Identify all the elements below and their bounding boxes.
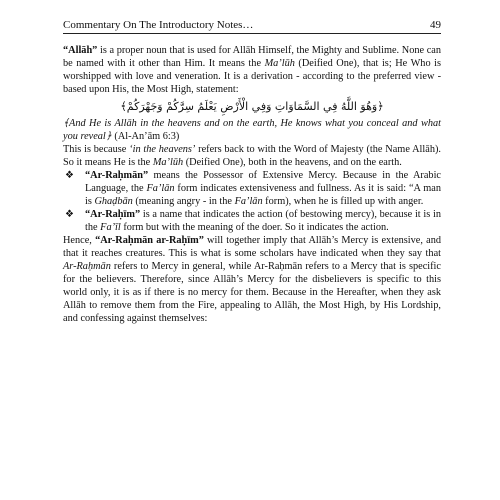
bullet-item-ar-rahman: ❖ “Ar-Raḥmān” means the Possessor of Extensive Mercy. Because in the Arabic Language, the Fa’lān form indicates extensiveness and fullness. As it is said: “A man is Ghaḍbān (meaning angry - in the Fa’lān form), when he is filled up with anger.	[65, 170, 441, 207]
bullet-icon: ❖	[65, 209, 74, 220]
page-body	[63, 44, 441, 325]
paragraph-hence: Hence, “Ar-Raḥmān ar-Raḥīm” will together imply that Allāh’s Mercy is extensive, and that it reaches creatures. This is what is some scholars have indicated when they say that Ar-Raḥmān refers to Mercy in general, while Ar-Raḥmān refers to a Mercy that is specific for the believers. Therefore, since Allāh’s Mercy for the disbelievers is specific to this world only, it is as if there is no mercy for them. Because in the Hereafter, when they ask Allāh to remove them from the Fire, appealing to Allāh, the Most High, by His Lordship, and confessing against themselves:	[63, 235, 441, 324]
term-ar-rahman: “Ar-Raḥmān”	[85, 170, 149, 181]
term-ar-rahim: “Ar-Raḥīm”	[85, 209, 141, 220]
paragraph-heavens: This is because ‘in the heavens’ refers back to with the Word of Majesty (the Name Allāh). So it means He is the Ma’lūh (Deified One), both in the heavens, and on the earth.	[63, 144, 441, 168]
term-allah: “Allāh”	[63, 45, 98, 56]
paragraph-allah: “Allāh” is a proper noun that is used for Allāh Himself, the Mighty and Sublime. None can be named with it other than Him. It means the Ma’lūh (Deified One), that is; He Who is worshipped with love and veneration. It is a derivation - according to the preferred view - based upon His, the Most High, statement:	[63, 45, 442, 95]
bullet-item-ar-rahim: ❖ “Ar-Raḥīm” is a name that indicates the action (of bestowing mercy), because it is in the Fa’īl form but with the meaning of the doer. So it indicates the action.	[65, 209, 441, 233]
term-ar-rahman-ar-rahim: “Ar-Raḥmān ar-Raḥīm”	[95, 235, 204, 246]
header-title: Commentary On The Introductory Notes…	[63, 19, 254, 31]
arabic-verse: ﴿وَهُوَ اللَّهُ فِي السَّمَاوَاتِ وَفِي الْأَرْضِ يَعْلَمُ سِرَّكُمْ وَجَهْرَكُمْ﴾	[120, 100, 384, 113]
verse-translation: ﴾And He is Allāh in the heavens and on the earth, He knows what you conceal and what you reveal﴿ (Al-An’ām 6:3)	[63, 118, 441, 142]
verse-reference: (Al-An’ām 6:3)	[111, 131, 180, 142]
page-number: 49	[430, 19, 441, 31]
running-header	[63, 18, 441, 34]
bullet-icon: ❖	[65, 170, 74, 181]
